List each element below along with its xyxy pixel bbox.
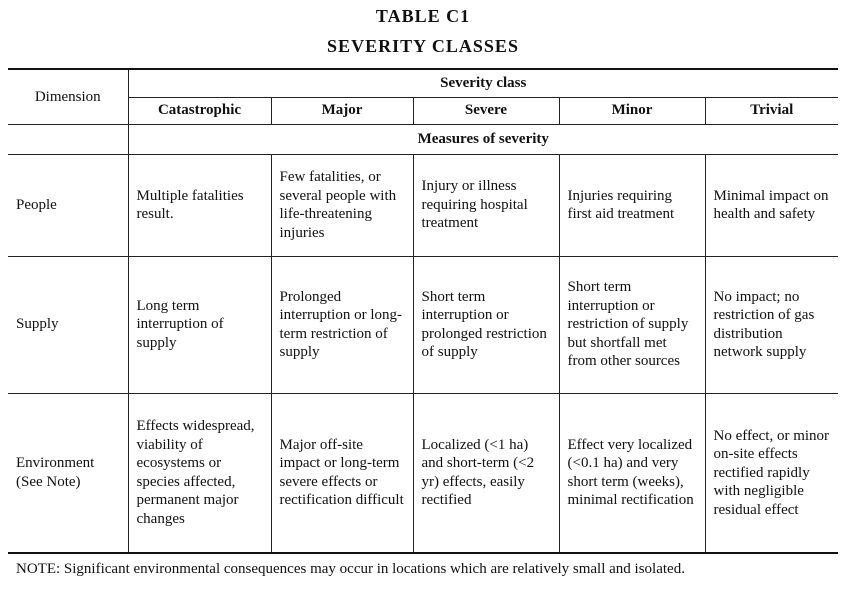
- table-row: [8, 154, 838, 256]
- measures-header-row: [8, 124, 838, 154]
- cell-people-severe: Injury or illness requiring hospital treatment: [413, 154, 559, 256]
- row-label-supply: Supply: [8, 256, 128, 393]
- column-header-major: Major: [271, 97, 413, 124]
- cell-supply-severe: Short term interruption or prolonged restriction of supply: [413, 256, 559, 393]
- severity-header-row: [8, 69, 838, 97]
- column-header-catastrophic: Catastrophic: [128, 97, 271, 124]
- cell-supply-minor: Short term interruption or restriction of supply but shortfall met from other sources: [559, 256, 705, 393]
- dimension-header: Dimension: [8, 69, 128, 124]
- column-header-severe: Severe: [413, 97, 559, 124]
- cell-environment-catastrophic: Effects widespread, viability of ecosystems or species affected, permanent major changes: [128, 393, 271, 553]
- measures-blank-cell: [8, 124, 128, 154]
- cell-supply-major: Prolonged interruption or long-term restriction of supply: [271, 256, 413, 393]
- cell-supply-catastrophic: Long term interruption of supply: [128, 256, 271, 393]
- cell-people-trivial: Minimal impact on health and safety: [705, 154, 838, 256]
- table-note: NOTE: Significant environmental consequences may occur in locations which are relatively small and isolated.: [16, 561, 685, 577]
- column-header-row: [8, 97, 838, 124]
- table-row: [8, 256, 838, 393]
- cell-supply-trivial: No impact; no restriction of gas distribution network supply: [705, 256, 838, 393]
- row-label-people: People: [8, 154, 128, 256]
- measures-of-severity-header: Measures of severity: [128, 124, 838, 154]
- cell-people-catastrophic: Multiple fatalities result.: [128, 154, 271, 256]
- table-title: TABLE C1: [375, 6, 471, 26]
- table-subtitle: SEVERITY CLASSES: [327, 36, 519, 56]
- row-label-environment: Environment (See Note): [8, 393, 128, 553]
- cell-environment-major: Major off-site impact or long-term severe effects or rectification difficult: [271, 393, 413, 553]
- cell-people-minor: Injuries requiring first aid treatment: [559, 154, 705, 256]
- cell-environment-trivial: No effect, or minor on-site effects rectified rapidly with negligible residual effect: [705, 393, 838, 553]
- column-header-trivial: Trivial: [705, 97, 838, 124]
- severity-class-header: Severity class: [128, 69, 838, 97]
- column-header-minor: Minor: [559, 97, 705, 124]
- severity-table: [8, 68, 838, 554]
- cell-environment-minor: Effect very localized (<0.1 ha) and very short term (weeks), minimal rectification: [559, 393, 705, 553]
- cell-people-major: Few fatalities, or several people with life-threatening injuries: [271, 154, 413, 256]
- table-row: [8, 393, 838, 553]
- cell-environment-severe: Localized (<1 ha) and short-term (<2 yr) effects, easily rectified: [413, 393, 559, 553]
